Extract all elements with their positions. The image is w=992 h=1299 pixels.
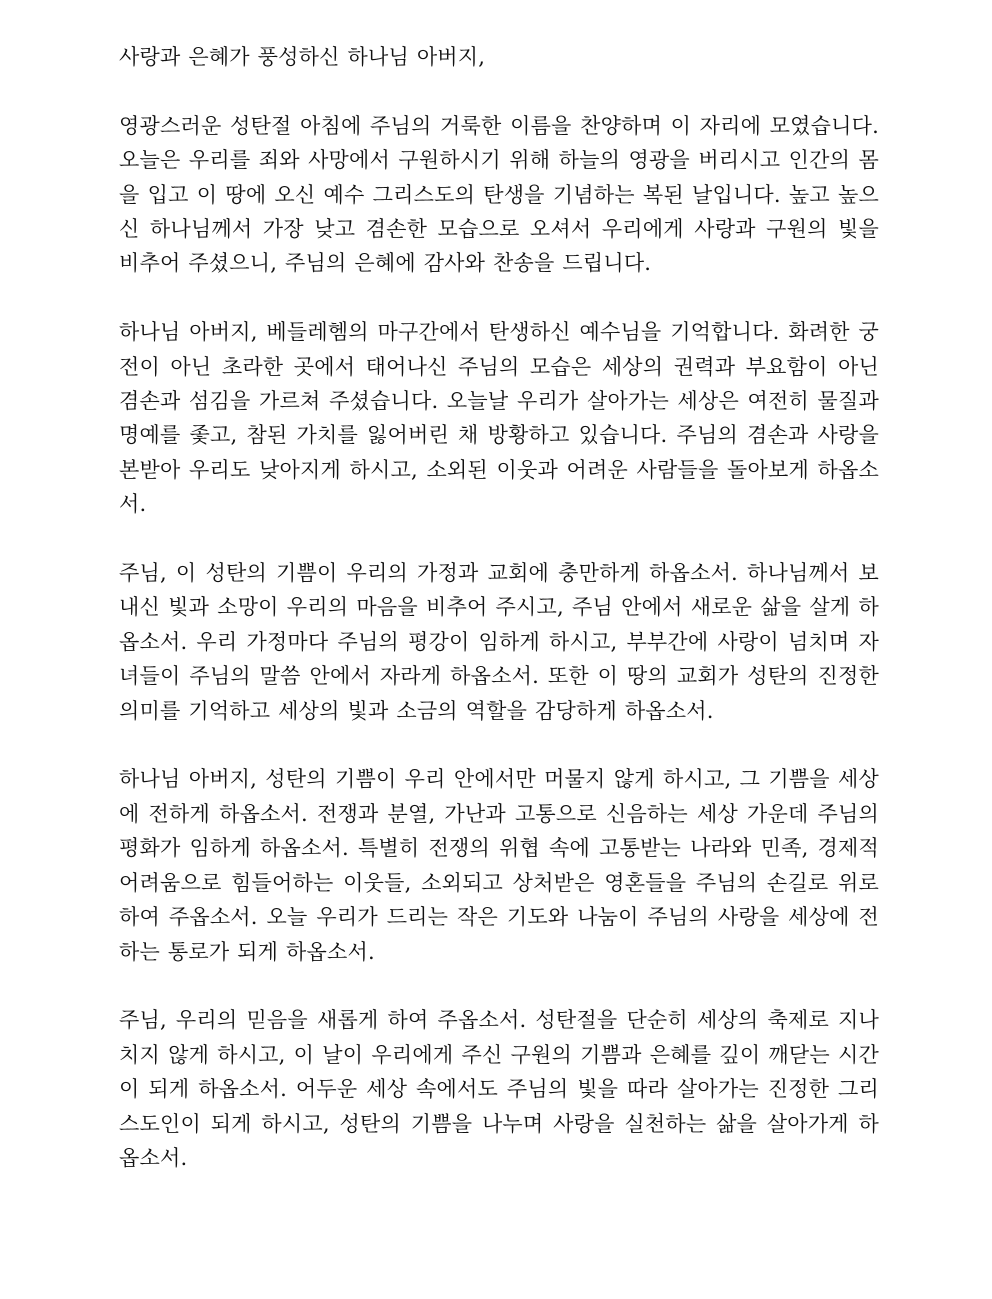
greeting-line: 사랑과 은혜가 풍성하신 하나님 아버지, (119, 45, 486, 69)
paragraph: 하나님 아버지, 베들레헴의 마구간에서 탄생하신 예수님을 기억합니다. 화려한 궁전이 아닌 초라한 곳에서 태어나신 주님의 모습은 세상의 권력과 부요함이 아닌 겸손과 섬김을 가르쳐 주셨습니다. 오늘날 우리가 살아가는 세상은 여전히 물질과 명예를 좇고, 참된 가치를 잃어버린 채 방황하고 있습니다. 주님의 겸손과 사랑을 본받아 우리도 낮아지게 하시고, 소외된 이웃과 어려운 사람들을 돌아보게 하옵소서. (119, 320, 879, 517)
paragraph: 주님, 이 성탄의 기쁨이 우리의 가정과 교회에 충만하게 하옵소서. 하나님께서 보내신 빛과 소망이 우리의 마음을 비추어 주시고, 주님 안에서 새로운 삶을 살게 하옵소서. 우리 가정마다 주님의 평강이 임하게 하시고, 부부간에 사랑이 넘치며 자녀들이 주님의 말씀 안에서 자라게 하옵소서. 또한 이 땅의 교회가 성탄의 진정한 의미를 기억하고 세상의 빛과 소금의 역할을 감당하게 하옵소서. (119, 561, 879, 723)
paragraph: 주님, 우리의 믿음을 새롭게 하여 주옵소서. 성탄절을 단순히 세상의 축제로 지나치지 않게 하시고, 이 날이 우리에게 주신 구원의 기쁨과 은혜를 깊이 깨닫는 시간이 되게 하옵소서. 어두운 세상 속에서도 주님의 빛을 따라 살아가는 진정한 그리스도인이 되게 하시고, 성탄의 기쁨을 나누며 사랑을 실천하는 삶을 살아가게 하옵소서. (119, 1008, 879, 1170)
paragraph: 하나님 아버지, 성탄의 기쁨이 우리 안에서만 머물지 않게 하시고, 그 기쁨을 세상에 전하게 하옵소서. 전쟁과 분열, 가난과 고통으로 신음하는 세상 가운데 주님의 평화가 임하게 하옵소서. 특별히 전쟁의 위협 속에 고통받는 나라와 민족, 경제적 어려움으로 힘들어하는 이웃들, 소외되고 상처받은 영혼들을 주님의 손길로 위로하여 주옵소서. 오늘 우리가 드리는 작은 기도와 나눔이 주님의 사랑을 세상에 전하는 통로가 되게 하옵소서. (119, 767, 879, 964)
paragraph: 영광스러운 성탄절 아침에 주님의 거룩한 이름을 찬양하며 이 자리에 모였습니다. 오늘은 우리를 죄와 사망에서 구원하시기 위해 하늘의 영광을 버리시고 인간의 몸을 입고 이 땅에 오신 예수 그리스도의 탄생을 기념하는 복된 날입니다. 높고 높으신 하나님께서 가장 낮고 겸손한 모습으로 오셔서 우리에게 사랑과 구원의 빛을 비추어 주셨으니, 주님의 은혜에 감사와 찬송을 드립니다. (119, 113, 879, 276)
prayer-text (119, 40, 879, 1175)
